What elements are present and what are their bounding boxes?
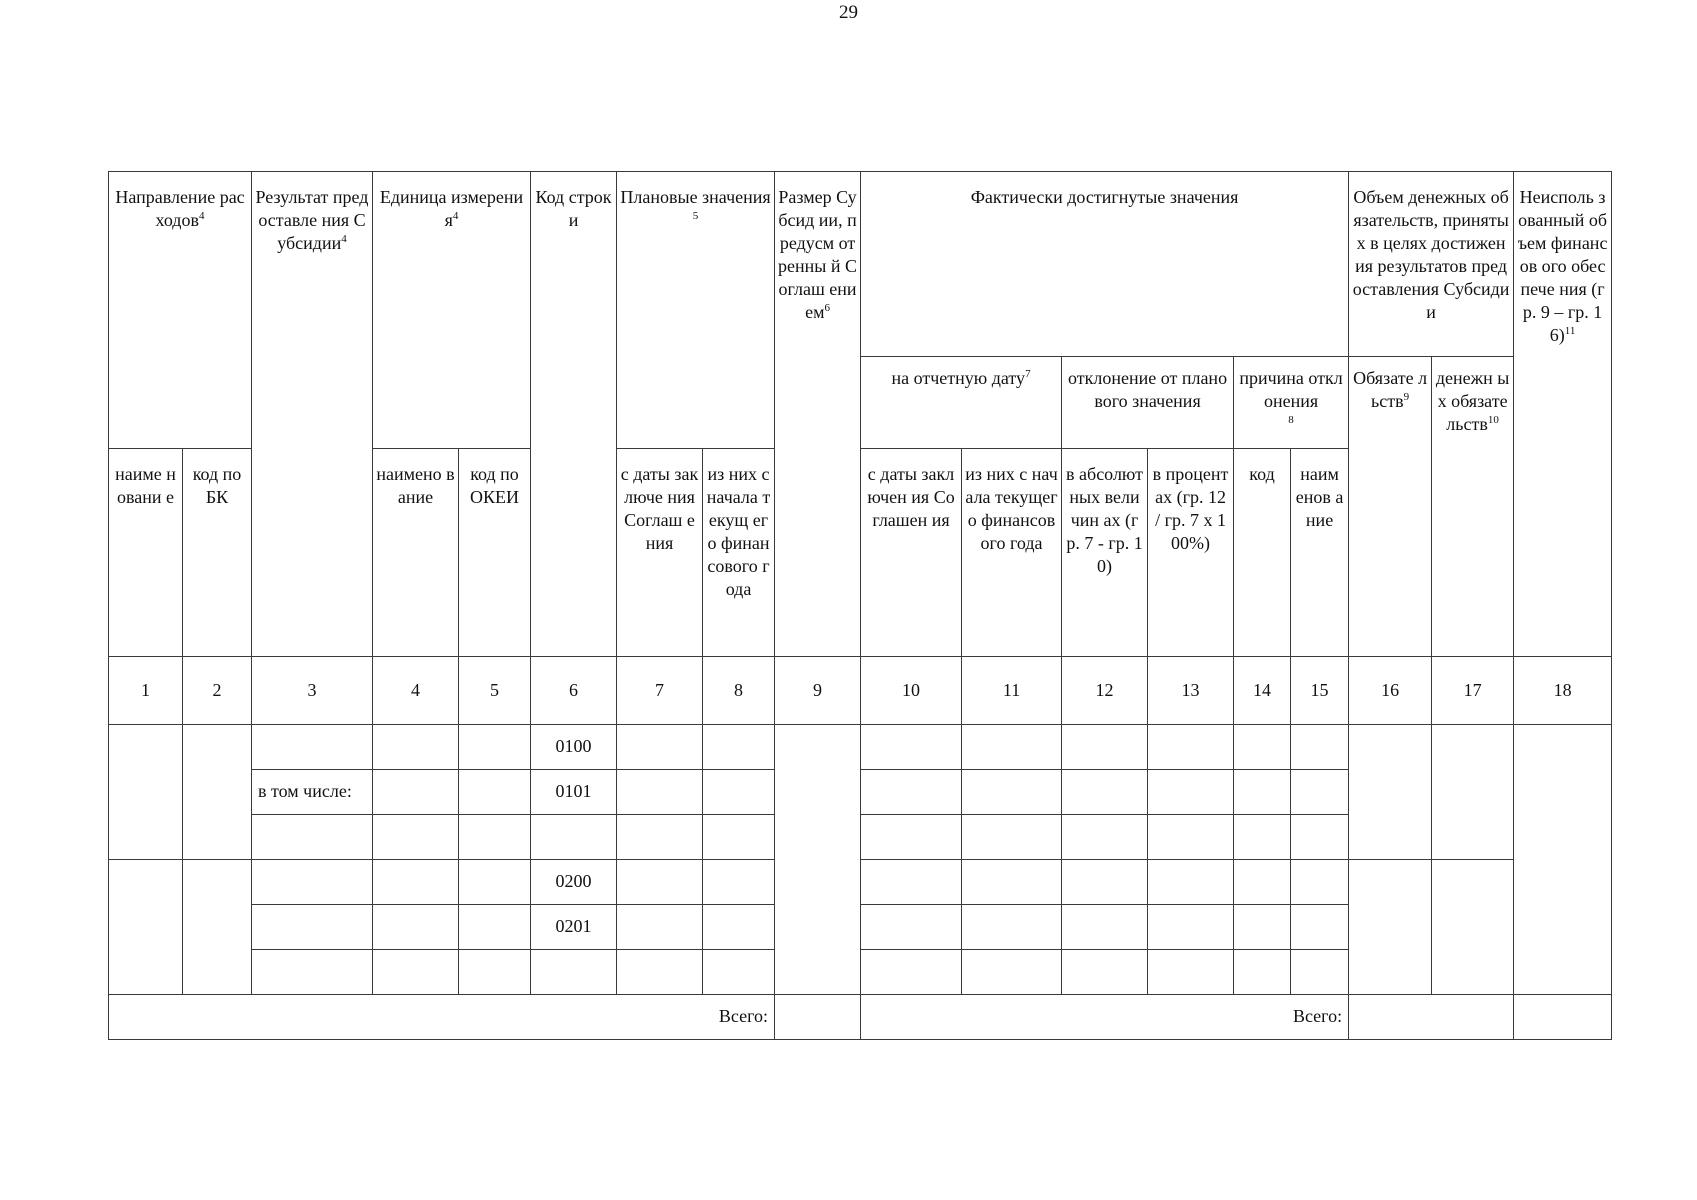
subsidy-size-cell [775,725,861,995]
header-result: Результат предоставле ния Субсидии$^4$ [252,172,373,657]
column-number: 18 [1514,657,1612,725]
table-cell [617,950,703,995]
header-deviation-pct: в процент ах (гр. 12 / гр. 7 x 100%) [1148,449,1234,657]
obligations-cell [1349,860,1432,995]
table-cell [1148,860,1234,905]
table-cell [703,905,775,950]
money-obligations-cell [1432,860,1514,995]
header-unit-name: наимено вание [373,449,459,657]
table-cell [1062,815,1148,860]
table-cell [703,770,775,815]
header-obligations-volume: Объем денежных обязательств, принятых в целях достижения результатов предоставления Субсидии [1349,172,1514,357]
table-cell [861,770,962,815]
header-money-obligations: денежн ых обязате льств$^{10}$ [1432,357,1514,657]
header-actual-current-year: из них с начала текущего финансов ого года [962,449,1062,657]
header-reason: причина отклонения $^8$ [1234,357,1349,449]
header-expense-direction: Направление расходов$^4$ [109,172,252,449]
header-reason-name: наим енов ание [1291,449,1349,657]
header-planned-current-year: из них с начала текущ его финан сового года [703,449,775,657]
table-cell [1062,770,1148,815]
table-cell [861,950,962,995]
table-cell [252,815,373,860]
column-number: 2 [183,657,252,725]
total-label-right: Всего: [861,995,1349,1040]
table-cell [459,815,531,860]
table-cell [1234,950,1291,995]
table-cell [703,725,775,770]
header-subsidy-size: Размер Субсид ии, предусм отренны й Соглаш ением$^6$ [775,172,861,657]
header-reason-code: код [1234,449,1291,657]
table-cell [1148,770,1234,815]
table-cell [962,815,1062,860]
table-cell [703,815,775,860]
table-cell [1234,770,1291,815]
column-number: 17 [1432,657,1514,725]
table-cell [459,905,531,950]
table-cell [252,860,373,905]
column-number: 1 [109,657,183,725]
table-cell [1291,860,1349,905]
header-row-code: Код строки [531,172,617,657]
table-cell [962,905,1062,950]
column-number: 15 [1291,657,1349,725]
table-cell [703,950,775,995]
table-cell [373,905,459,950]
row-code-cell: 0100 [531,725,617,770]
table-cell [373,770,459,815]
column-number: 16 [1349,657,1432,725]
header-actual: Фактически достигнутые значения [861,172,1349,357]
table-cell [1062,725,1148,770]
group1-bk-cell [183,725,252,860]
table-cell [1148,905,1234,950]
table-cell [373,815,459,860]
table-cell [1148,815,1234,860]
column-number: 9 [775,657,861,725]
table-cell [1291,905,1349,950]
table-cell [252,905,373,950]
header-name: наиме новани е [109,449,183,657]
table-cell [962,950,1062,995]
table-cell [459,770,531,815]
total-obligations-cell [1349,995,1514,1040]
column-number: 3 [252,657,373,725]
column-number: 12 [1062,657,1148,725]
table-cell [962,860,1062,905]
header-unit: Единица измерения$^4$ [373,172,531,449]
table-cell [459,950,531,995]
table-cell [1291,725,1349,770]
column-number: 6 [531,657,617,725]
table-cell [861,905,962,950]
total-label-left: Всего: [109,995,775,1040]
table-cell [617,905,703,950]
column-number: 8 [703,657,775,725]
table-cell [1291,770,1349,815]
table-cell [1234,725,1291,770]
row-code-cell: 0101 [531,770,617,815]
header-bk-code: код по БК [183,449,252,657]
table-cell [1234,815,1291,860]
table-cell [373,725,459,770]
column-number: 13 [1148,657,1234,725]
header-deviation-abs: в абсолют ных величин ах (гр. 7 - гр. 10) [1062,449,1148,657]
table-cell [861,860,962,905]
header-unused: Неисполь зованный объем финансов ого обеспече ния (гр. 9 – гр. 16)$^{11}$ [1514,172,1612,657]
unused-cell [1514,725,1612,995]
column-number: 7 [617,657,703,725]
header-on-date: на отчетную дату$^7$ [861,357,1062,449]
header-obligations: Обязате льств$^9$ [1349,357,1432,657]
header-planned-from-agreement: с даты заключе ния Соглаш ения [617,449,703,657]
table-cell [617,860,703,905]
group1-name-cell [109,725,183,860]
row-code-cell: 0201 [531,905,617,950]
table-cell [1234,905,1291,950]
table-cell [962,725,1062,770]
column-number: 14 [1234,657,1291,725]
table-cell [617,725,703,770]
including-label: в том числе: [252,770,373,815]
table-cell [1291,815,1349,860]
table-cell [1062,905,1148,950]
group2-bk-cell [183,860,252,995]
table-cell [1234,860,1291,905]
table-cell [459,725,531,770]
table-cell [459,860,531,905]
table-cell [1291,950,1349,995]
column-number: 10 [861,657,962,725]
table-cell [1148,725,1234,770]
table-cell [1062,950,1148,995]
total-unused-cell [1514,995,1612,1040]
table-cell [373,860,459,905]
header-deviation: отклонение от планового значения [1062,357,1234,449]
table-cell [252,950,373,995]
table-cell [617,770,703,815]
row-code-cell: 0200 [531,860,617,905]
table-cell [962,770,1062,815]
column-number: 5 [459,657,531,725]
row-code-cell [531,950,617,995]
subsidy-report-table [108,171,1612,1040]
table-cell [861,725,962,770]
header-okei-code: код по ОКЕИ [459,449,531,657]
obligations-cell [1349,725,1432,860]
group2-name-cell [109,860,183,995]
total-subsidy-cell [775,995,861,1040]
header-actual-from-agreement: с даты заключен ия Соглашен ия [861,449,962,657]
table-cell [617,815,703,860]
column-number: 11 [962,657,1062,725]
table-cell [861,815,962,860]
table-cell [252,725,373,770]
column-numbers-row [109,657,1612,725]
table-cell [1148,950,1234,995]
header-planned: Плановые значения$^5$ [617,172,775,449]
money-obligations-cell [1432,725,1514,860]
column-number: 4 [373,657,459,725]
row-code-cell [531,815,617,860]
table-cell [373,950,459,995]
table-cell [1062,860,1148,905]
page-number: 29 [839,2,858,23]
table-cell [703,860,775,905]
